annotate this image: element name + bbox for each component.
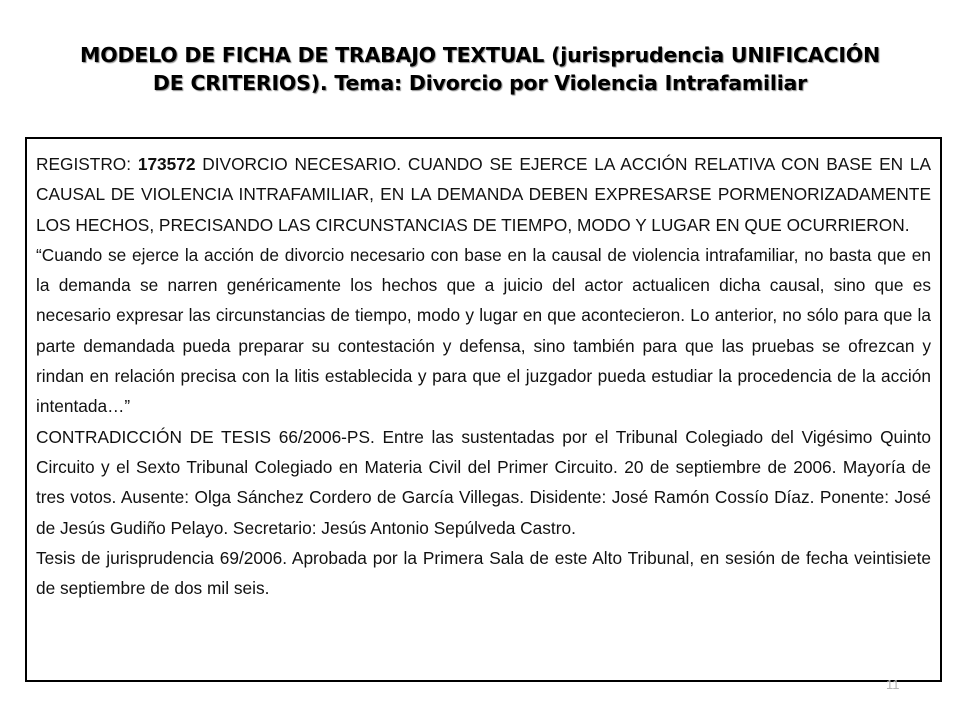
- record-heading: [36, 149, 931, 240]
- page-number: 11: [886, 677, 900, 692]
- record-card: [25, 137, 942, 682]
- slide-title-line-1: MODELO DE FICHA DE TRABAJO TEXTUAL (jurisprudencia UNIFICACIÓN: [80, 43, 880, 67]
- registro-number: 173572: [137, 154, 196, 174]
- registro-label: REGISTRO:: [36, 154, 138, 174]
- record-contradiction: CONTRADICCIÓN DE TESIS 66/2006-PS. Entre las sustentadas por el Tribunal Colegiado del Vigésimo Quinto Circuito y el Sexto Tribunal Colegiado en Materia Civil del Primer Circuito. 20 de septiembre de 2006. Mayoría de tres votos. Ausente: Olga Sánchez Cordero de García Villegas. Disidente: José Ramón Cossío Díaz. Ponente: José de Jesús Gudiño Pelayo. Secretario: Jesús Antonio Sepúlveda Castro.: [36, 426, 931, 538]
- slide-title: [20, 41, 940, 97]
- slide-title-line-2: DE CRITERIOS). Tema: Divorcio por Violencia Intrafamiliar: [152, 71, 808, 95]
- record-thesis: Tesis de jurisprudencia 69/2006. Aprobada por la Primera Sala de este Alto Tribunal, en sesión de fecha veintisiete de septiembre de dos mil seis.: [36, 547, 931, 599]
- record-heading-text: DIVORCIO NECESARIO. CUANDO SE EJERCE LA ACCIÓN RELATIVA CON BASE EN LA CAUSAL DE VIOLENCIA INTRAFAMILIAR, EN LA DEMANDA DEBEN EXPRESARSE PORMENORIZADAMENTE LOS HECHOS, PRECISANDO LAS CIRCUNSTANCIAS DE TIEMPO, MODO Y LUGAR EN QUE OCURRIERON.: [36, 154, 931, 235]
- record-quote: “Cuando se ejerce la acción de divorcio necesario con base en la causal de violencia intrafamiliar, no basta que en la demanda se narren genéricamente los hechos que a juicio del actor actualicen dicha causal, sino que es necesario expresar las circunstancias de tiempo, modo y lugar en que acontecieron. Lo anterior, no sólo para que la parte demandada pueda preparar su contestación y defensa, sino también para que las pruebas se ofrezcan y rindan en relación precisa con la litis establecida y para que el juzgador pueda estudiar la procedencia de la acción intentada…”: [36, 244, 931, 417]
